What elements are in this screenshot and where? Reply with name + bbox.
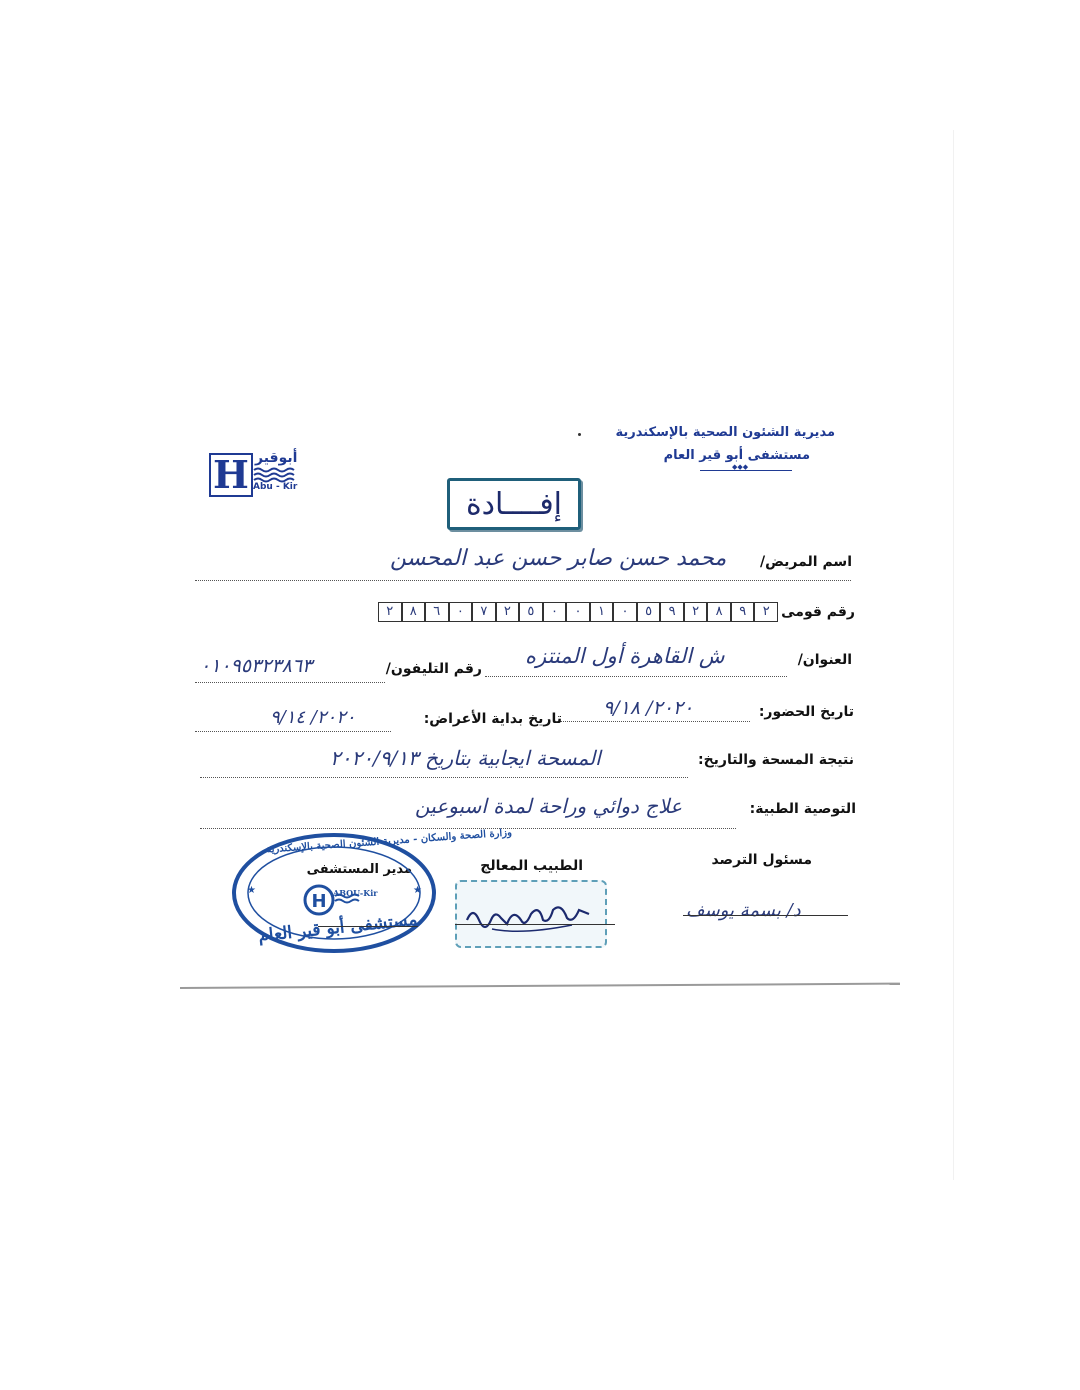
swab-result-line xyxy=(200,777,688,778)
swab-result-value: المسحة ايجابية بتاريخ ٢٠٢٠/٩/١٣ xyxy=(330,746,601,770)
surveillance-sign-line xyxy=(683,915,848,916)
phone-value: ٠١٠٩٥٣٢٣٨٦٣ xyxy=(200,655,313,677)
stamp-top-text: وزارة الصحة والسكان - مديرية الشئون الصحية بالإسكندرية xyxy=(265,827,513,856)
swab-result-label: نتيجة المسحة والتاريخ: xyxy=(697,752,854,768)
hospital-heading: مستشفى أبو قير العام xyxy=(663,448,810,463)
logo-letter: H xyxy=(213,452,249,497)
surveillance-signature: د/ بسمة يوسف xyxy=(686,900,801,921)
phone-line xyxy=(195,682,385,683)
symptoms-start-label: تاريخ بداية الأعراض: xyxy=(423,711,562,727)
stamp-bottom-text: مستشفى أبو قير العام xyxy=(257,909,419,947)
national-id-digit: ٩ xyxy=(660,602,684,622)
address-line xyxy=(485,676,787,677)
scan-edge xyxy=(953,130,954,1180)
director-label: مدير المستشفى xyxy=(306,862,412,877)
document-title: إفــــادة xyxy=(447,478,581,530)
national-id-digit: ٧ xyxy=(472,602,496,622)
address-value: ش القاهرة أول المنتزه xyxy=(525,644,725,668)
symptoms-start-line xyxy=(195,731,391,732)
national-id-digit: ٨ xyxy=(707,602,731,622)
national-id-digit: ٥ xyxy=(637,602,661,622)
svg-text:★: ★ xyxy=(413,885,422,896)
paper-bottom-edge xyxy=(180,983,900,989)
national-id-digit: ٠ xyxy=(613,602,637,622)
national-id-boxes xyxy=(378,602,778,622)
attendance-date-line xyxy=(560,721,750,722)
doctor-signature-icon xyxy=(462,895,607,940)
recommendation-value: علاج دوائي وراحة لمدة اسبوعين xyxy=(415,794,683,818)
stamp-english-text: ABOU-Kir xyxy=(333,888,378,898)
national-id-digit: ٢ xyxy=(378,602,402,622)
national-id-digit: ٢ xyxy=(684,602,708,622)
logo-english: Abu - Kir xyxy=(253,482,298,492)
svg-text:★: ★ xyxy=(247,885,256,896)
directorate-heading: مديرية الشئون الصحية بالإسكندرية xyxy=(615,425,835,440)
national-id-digit: ٠ xyxy=(449,602,473,622)
logo-arabic: أبوقير xyxy=(255,450,298,466)
patient-name-line xyxy=(195,580,851,581)
national-id-label: رقم قومى xyxy=(781,604,855,620)
attendance-date-value: ٢٠٢٠/ ٩/١٨ xyxy=(603,697,694,719)
national-id-digit: ٢ xyxy=(754,602,778,622)
surveillance-label: مسئول الترصد xyxy=(711,852,812,868)
patient-name-value: محمد حسن صابر حسن عبد المحسن xyxy=(390,546,727,571)
symptoms-start-value: ٢٠٢٠/ ٩/١٤ xyxy=(270,707,356,728)
patient-name-label: اسم المريض/ xyxy=(759,554,852,570)
phone-label: رقم التليفون/ xyxy=(385,661,482,677)
national-id-digit: ١ xyxy=(590,602,614,622)
recommendation-label: التوصية الطبية: xyxy=(749,801,856,817)
svg-text:H: H xyxy=(311,891,327,912)
heading-ornament xyxy=(700,470,792,475)
doctor-label: الطبيب المعالج xyxy=(480,858,583,874)
director-sign-line xyxy=(318,926,418,927)
national-id-digit: ٩ xyxy=(731,602,755,622)
scan-speck xyxy=(578,433,581,436)
national-id-digit: ٠ xyxy=(566,602,590,622)
national-id-digit: ٢ xyxy=(496,602,520,622)
national-id-digit: ٦ xyxy=(425,602,449,622)
doctor-sign-line xyxy=(455,924,615,925)
national-id-digit: ٨ xyxy=(402,602,426,622)
national-id-digit: ٠ xyxy=(543,602,567,622)
address-label: العنوان/ xyxy=(797,652,852,668)
attendance-date-label: تاريخ الحضور: xyxy=(758,704,854,720)
national-id-digit: ٥ xyxy=(519,602,543,622)
